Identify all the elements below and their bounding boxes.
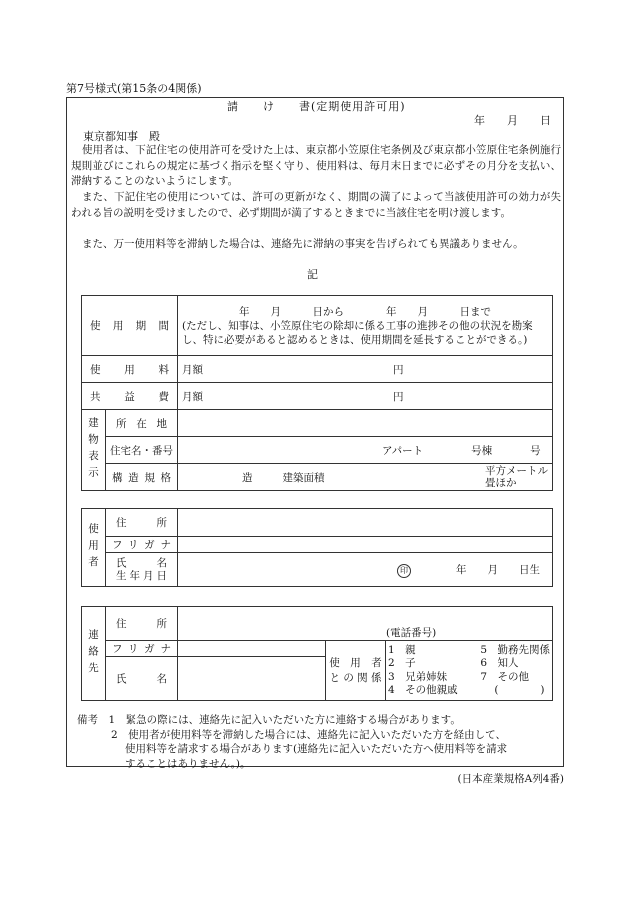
phone-label: (電話番号) [386, 627, 437, 639]
contact-name-field[interactable] [178, 657, 326, 701]
remarks-label: 備考 [77, 714, 98, 726]
contact-furigana-label: フリガナ [112, 643, 171, 655]
relation-option: 4 その他親戚 [388, 684, 458, 696]
relation-option: 2 子 [388, 657, 416, 669]
date-line[interactable]: 年 月 日 [474, 114, 551, 127]
remarks [77, 713, 557, 771]
form-frame [66, 97, 564, 770]
relation-option: 5 勤務先関係 [480, 643, 550, 656]
ki-heading: 記 [307, 268, 318, 281]
remark-item: 1 緊急の際には、連絡先に記入いただいた方に連絡する場合があります。 [108, 714, 461, 726]
contact-group-label: 連絡先 [82, 607, 106, 701]
user-birth-label: 生年月日 [116, 569, 167, 582]
relation-option: 6 知人 [480, 657, 519, 669]
location-field[interactable] [178, 410, 553, 437]
jis-note: (日本産業規格A列4番) [457, 773, 564, 785]
common-label: 共益費 [90, 390, 169, 403]
user-name-label: 氏名 [116, 556, 167, 569]
details-table [81, 295, 553, 491]
user-address-field[interactable] [178, 509, 553, 537]
contact-furigana-field[interactable] [178, 641, 326, 657]
location-label: 所在地 [116, 417, 167, 430]
fee-field[interactable]: 月額 円 [178, 356, 553, 383]
addressee: 東京都知事 殿 [83, 130, 160, 143]
building-group-label: 建物表示 [82, 410, 106, 491]
user-table [81, 508, 553, 587]
remark-item-cont: 使用料等を請求する場合があります(連絡先に記入いただいた方へ使用料等を請求 [125, 743, 508, 755]
structure-field[interactable]: 造 建築面積 平方メートル 畳ほか [178, 464, 553, 491]
contact-name-label: 氏名 [116, 673, 167, 685]
user-group-label: 使用者 [82, 509, 106, 587]
remark-item: 2 使用者が使用料等を滞納した場合には、連絡先に記入いただいた方を経由して、 [111, 728, 506, 741]
user-address-label: 住所 [116, 517, 167, 529]
user-furigana-field[interactable] [178, 537, 553, 553]
paragraph-3: また、万一使用料等を滞納した場合は、連絡先に滞納の事実を告げられても異議ありません。 [82, 238, 524, 250]
contact-table: 連絡先 住所 (電話番号) フリガナ 使 用 者 と の 関 係 1 親 2 子 3 兄弟姉妹 4 その他親戚 5 勤務先関係 6 知人 7 その他 ( ) 氏名 [81, 606, 553, 701]
common-field[interactable]: 月額 円 [178, 383, 553, 410]
form-code: 第7号様式(第15条の4関係) [66, 82, 202, 95]
paragraph-2: また、下記住宅の使用については、許可の更新がなく、期間の満了によって当該使用許可の効力が失われる旨の説明を受けましたので、必ず期間が満了するときまでに当該住宅を明け渡します。 [71, 191, 561, 219]
fee-label: 使用料 [90, 363, 169, 376]
page-title: 請 け 書(定期使用許可用) [227, 100, 406, 113]
user-name-field[interactable] [178, 553, 553, 587]
relation-label: 使 用 者 [329, 656, 382, 669]
period-range[interactable]: 年 月 日から 年 月 日まで [239, 305, 491, 318]
remark-item-cont: することはありません。)。 [125, 757, 251, 770]
relation-option: ( ) [494, 684, 545, 696]
relation-option: 7 その他 [480, 670, 529, 683]
name-no-field[interactable]: アパート 号棟 号 [178, 437, 553, 464]
user-furigana-label: フリガナ [112, 539, 171, 551]
relation-option: 1 親 [388, 643, 416, 656]
contact-address-field[interactable] [178, 607, 553, 641]
name-no-label: 住宅名・番号 [106, 437, 178, 464]
birth-fields[interactable]: 年 月 日生 [456, 563, 540, 576]
seal-icon: 印 [397, 564, 411, 578]
period-note: (ただし、知事は、小笠原住宅の除却に係る工事の進捗その他の状況を勘案し、特に必要があると認めるときは、使用期間を延長することができる。) [182, 319, 533, 346]
period-label: 使用期間 [82, 296, 178, 356]
relation-option: 3 兄弟姉妹 [388, 670, 448, 683]
structure-label: 構造規格 [112, 471, 171, 484]
paragraph-1: 使用者は、下記住宅の使用許可を受けた上は、東京都小笠原住宅条例及び東京都小笠原住宅条例施行規則並びにこれらの規定に基づく指示を堅く守り、使用料は、毎月末日までに必ずその月分を支払い、滞納することのないようにします。 [71, 144, 561, 187]
contact-address-label: 住所 [116, 618, 167, 630]
relation-options[interactable] [386, 641, 553, 701]
